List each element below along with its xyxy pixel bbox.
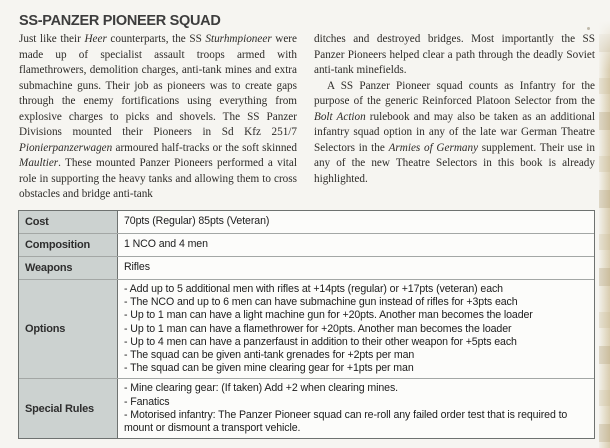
paragraph	[314, 32, 595, 79]
value-line: - The squad can be given mine clearing gear for +1pts per man	[124, 362, 414, 375]
value-line: - The squad can be given anti-tank grenades for +2pts per man	[124, 349, 415, 362]
italic-term: Pionierpanzerwagen	[19, 141, 113, 154]
table-row-composition	[19, 233, 594, 256]
page-title: SS-PANZER PIONEER SQUAD	[19, 13, 221, 29]
text-run: A SS Panzer Pioneer squad counts as Infantry for the purpose of the generic Reinforced Platoon Selector from the	[314, 79, 595, 107]
value-line: - Up to 1 man can have a light machine gun for +20pts. Another man becomes the loader	[124, 309, 533, 322]
row-value-cell	[118, 257, 594, 279]
text-run: rulebook and may also be taken as an additional infantry squad option in any of the late war German Theatre Selectors in the	[314, 110, 595, 154]
table-row-special-rules	[19, 378, 594, 438]
value-line: - Up to 1 man can have a flamethrower for +20pts. Another man becomes the loader	[124, 322, 512, 335]
text-run: counterparts, the SS	[106, 33, 206, 45]
row-header-cell: Special Rules	[19, 379, 118, 438]
intro-column-left	[19, 32, 297, 203]
table-row-weapons	[19, 256, 594, 279]
italic-term: Heer	[84, 33, 107, 45]
row-value-cell	[118, 211, 594, 233]
italic-term: Bolt Action	[314, 110, 366, 123]
unit-stats-table	[18, 210, 595, 439]
row-header-cell: Cost	[19, 211, 118, 233]
paragraph	[314, 79, 595, 188]
text-run: supplement. Their use in any of the new Theatre Selectors in this book is already highlighted.	[314, 141, 596, 185]
row-value-cell	[118, 234, 594, 256]
value-line: - Fanatics	[124, 395, 170, 408]
value-line: - Add up to 5 additional men with rifles at +14pts (regular) or +17pts (veteran) each	[124, 283, 503, 295]
text-run: . These mounted Panzer Pioneers performed a vital role in supporting the heavy tanks and allowing them to cross obstacles and bridge anti-tank	[19, 157, 297, 200]
value-line: - Up to 4 men can have a panzerfaust in addition to their other weapon for +5pts each	[124, 335, 517, 348]
scan-speck	[587, 27, 590, 30]
row-header-cell: Composition	[19, 234, 118, 256]
value-line: Rifles	[124, 261, 150, 274]
value-line: - Motorised infantry: The Panzer Pioneer squad can re-roll any failed order test that is required to mount or dismount a transport vehicle.	[124, 408, 568, 435]
page-edge-fade	[596, 0, 610, 70]
intro-column-right	[314, 32, 595, 187]
text-run: ditches and destroyed bridges. Most importantly the SS Panzer Pioneers helped clear a path through the deadly Soviet anti-tank minefields.	[314, 33, 595, 76]
text-run: were made up of specialist assault troops armed with flamethrowers, demolition charges, anti-tank mines and extra submachine guns. Their job as pioneers was to create gaps through the enemy fortifications using everything from explosive charges to picks and shovels. The SS Panzer Divisions mounted their Pioneers in Sd Kfz 251/7	[19, 33, 297, 138]
row-header-cell: Weapons	[19, 257, 118, 279]
italic-term: Armies of Germany	[388, 141, 479, 154]
italic-term: Sturhmpioneer	[205, 33, 272, 45]
value-line: 1 NCO and 4 men	[124, 238, 208, 251]
value-line: - The NCO and up to 6 men can have submachine gun instead of rifles for +3pts each	[124, 296, 518, 309]
row-value-cell	[118, 280, 594, 378]
row-header-cell: Options	[19, 280, 118, 378]
paragraph	[19, 32, 297, 203]
value-line: - Mine clearing gear: (If taken) Add +2 when clearing mines.	[124, 382, 398, 395]
text-run: Just like their	[19, 33, 85, 45]
text-run: armoured half-tracks or the soft skinned	[112, 141, 297, 154]
italic-term: Maultier	[19, 157, 59, 169]
value-line: 70pts (Regular) 85pts (Veteran)	[124, 215, 270, 228]
table-row-options	[19, 279, 594, 378]
row-value-cell	[118, 379, 594, 438]
table-row-cost	[19, 211, 594, 233]
